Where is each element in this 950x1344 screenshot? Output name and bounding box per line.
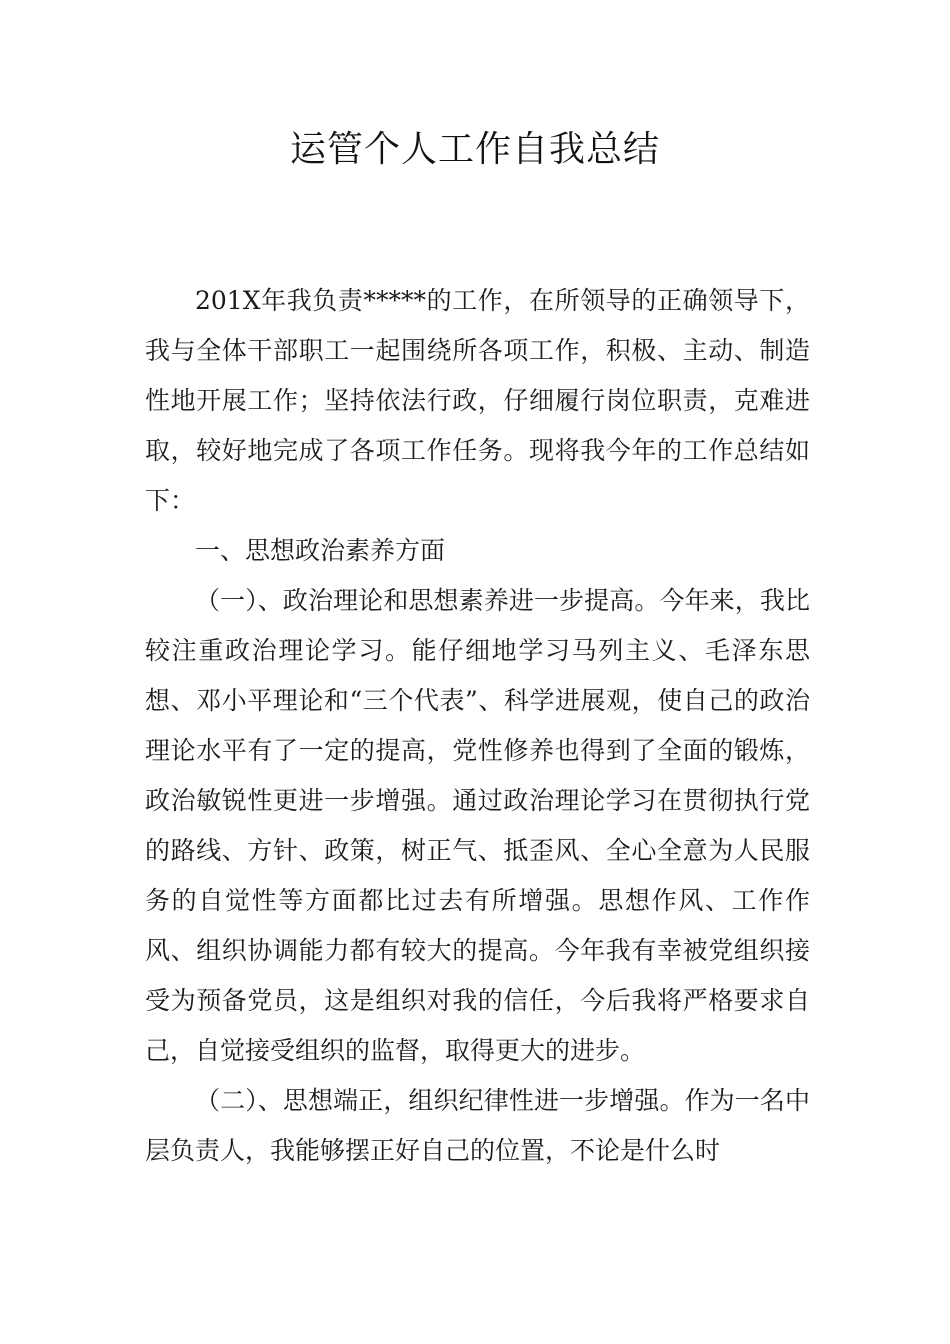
paragraph-discipline: （二）、思想端正，组织纪律性进一步增强。作为一名中层负责人，我能够摆正好自己的位置，不论是什么时 [145,1086,810,1165]
document-title: 运管个人工作自我总结 [289,129,660,170]
paragraph-political-theory: （一）、政治理论和思想素养进一步提高。今年来，我比较注重政治理论学习。能仔细地学习马列主义、毛泽东思想、邓小平理论和“三个代表”、科学进展观，使自己的政治理论水平有了一定的提高，党性修养也得到了全面的锻炼，政治敏锐性更进一步增强。通过政治理论学习在贯彻执行党的路线、方针、政策，树正气、抵歪风、全心全意为人民服务的自觉性等方面都比过去有所增强。思想作风、工作作风、组织协调能力都有较大的提高。今年我有幸被党组织接受为预备党员，这是组织对我的信任，今后我将严格要求自己，自觉接受组织的监督，取得更大的进步。 [145,586,810,1065]
section-heading-ideology: 一、思想政治素养方面 [195,536,446,565]
paragraph-intro: 201X年我负责*****的工作，在所领导的正确领导下，我与全体干部职工一起围绕所各项工作，积极、主动、制造性地开展工作；坚持依法行政，仔细履行岗位职责，克难进取，较好地完成了各项工作任务。现将我今年的工作总结如下： [145,286,810,515]
document-body [145,276,810,1176]
